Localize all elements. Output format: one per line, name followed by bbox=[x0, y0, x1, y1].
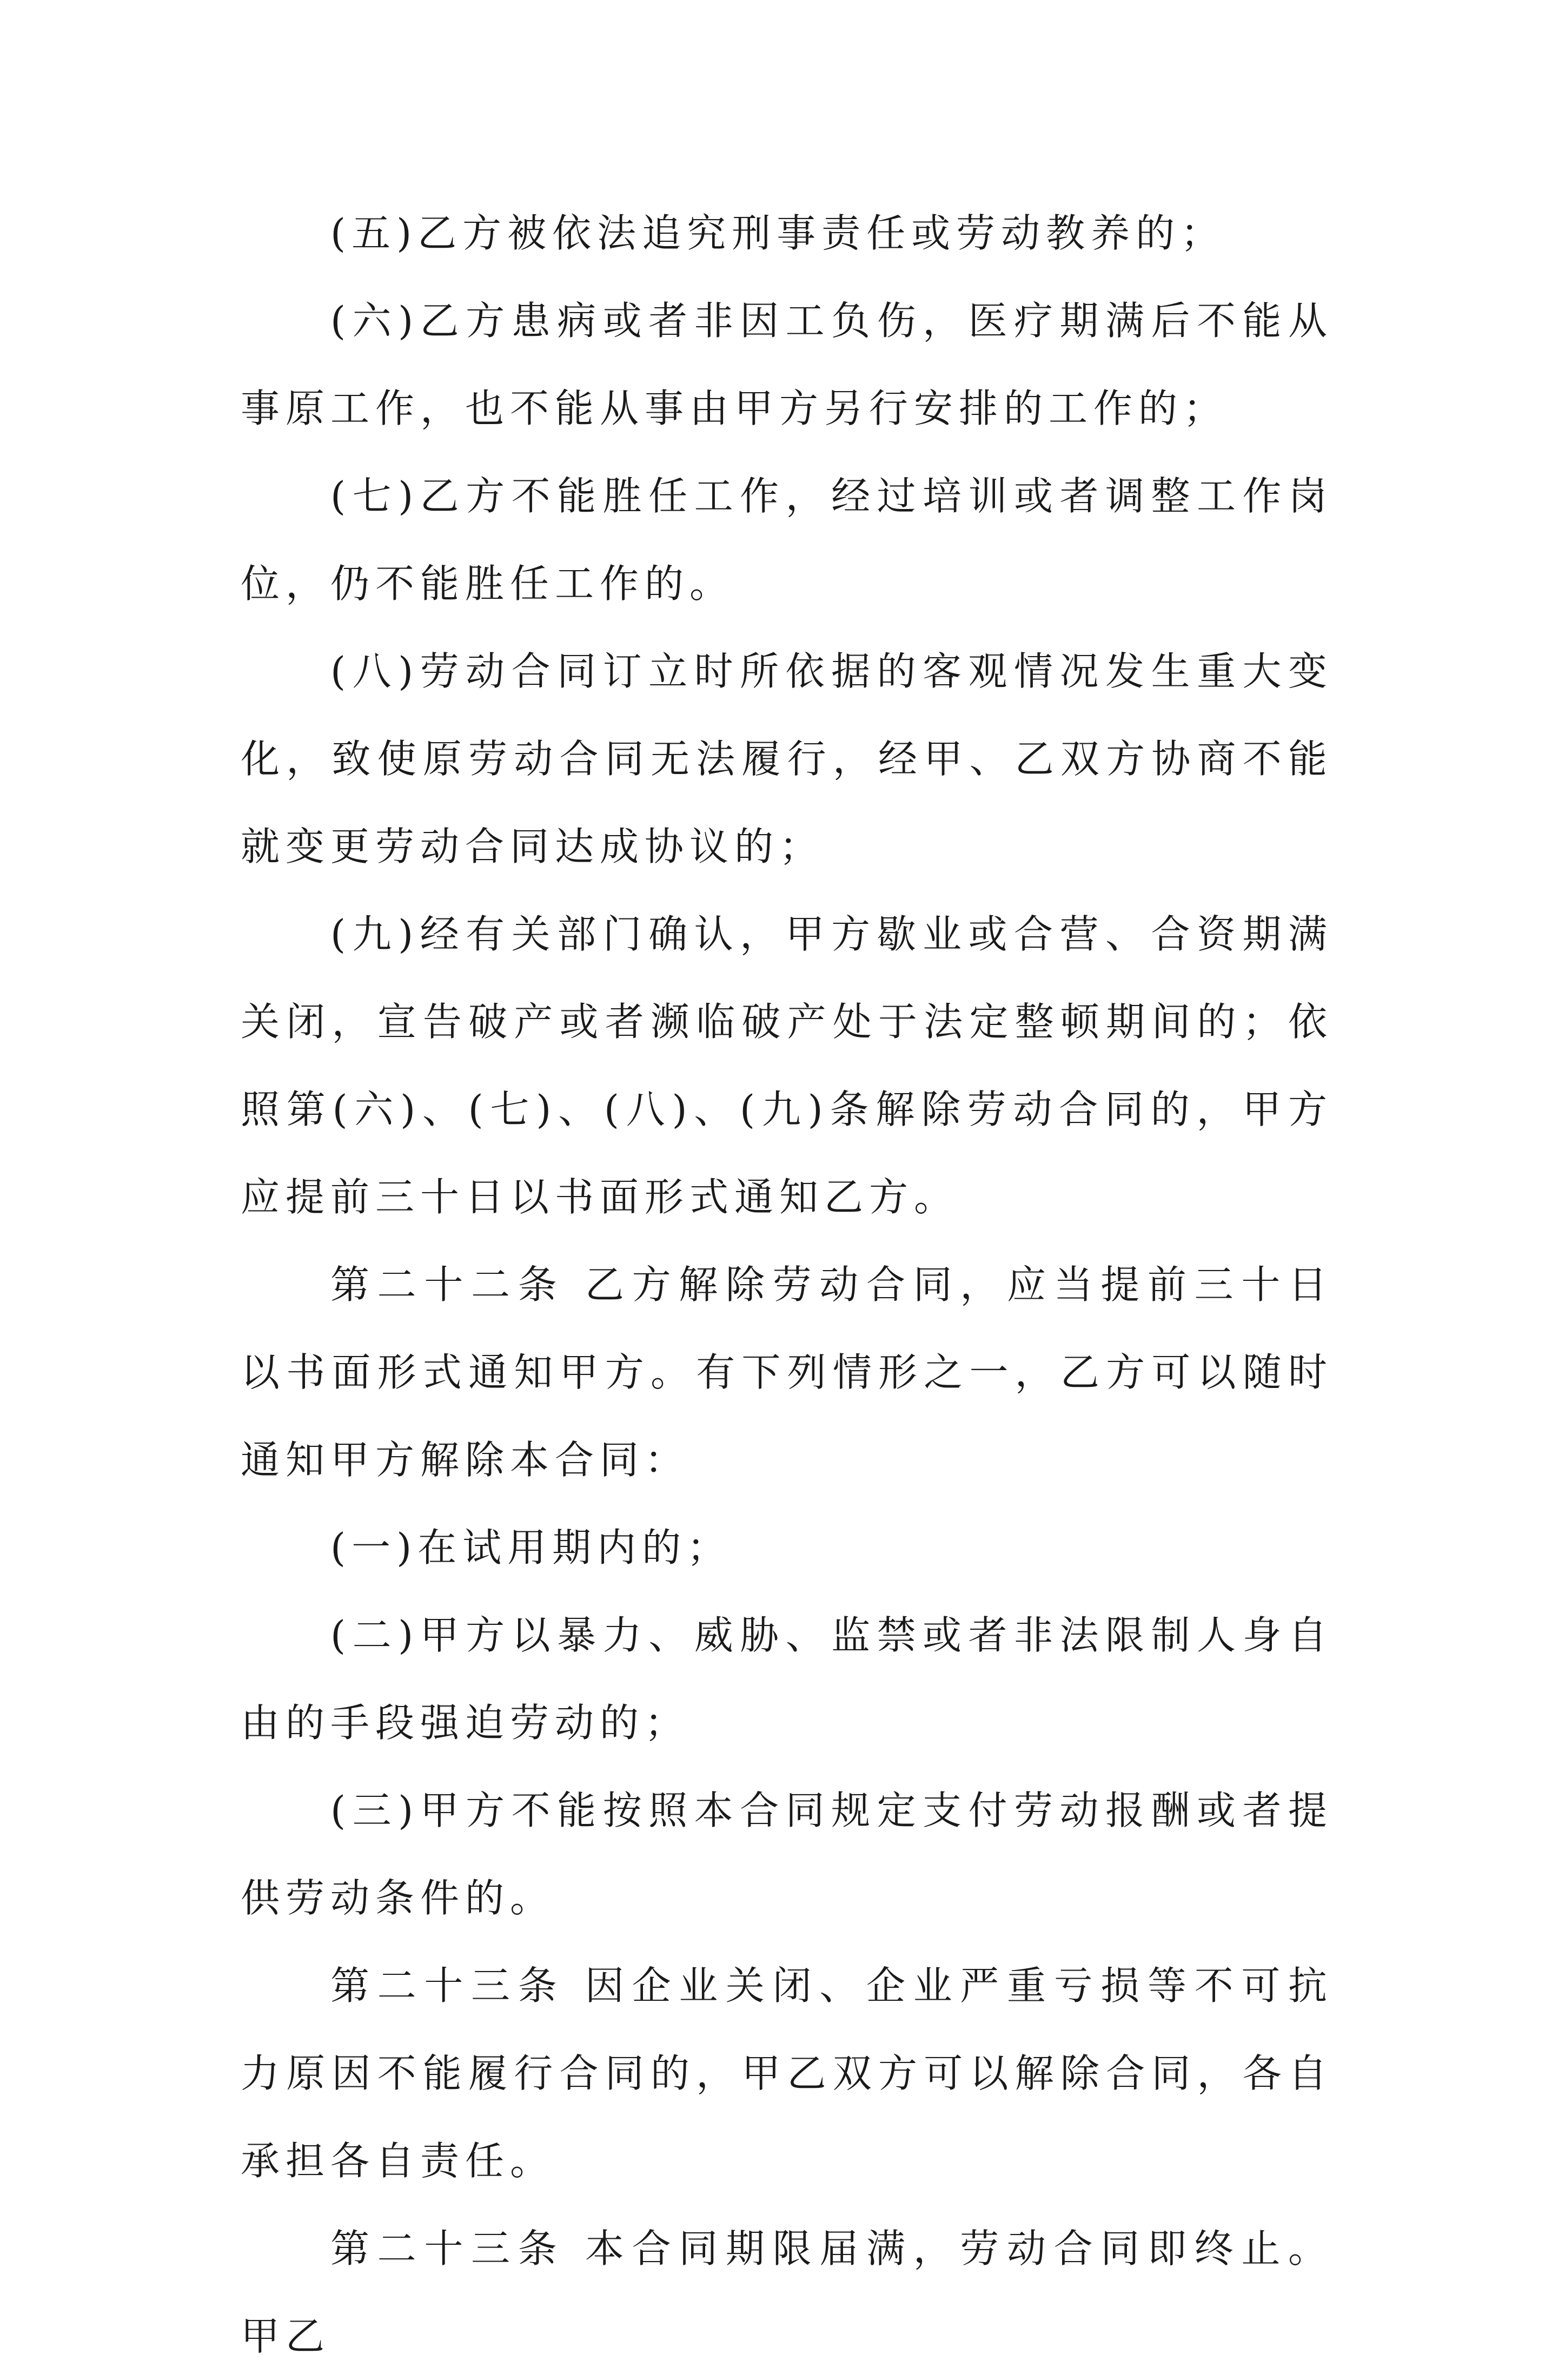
paragraph-clause-5: (五)乙方被依法追究刑事责任或劳动教养的； bbox=[330, 210, 1226, 256]
paragraph-clause-8: (八)劳动合同订立时所依据的客观情况发生重大变化，致使原劳动合同无法履行，经甲、乙双方协商不能就变更劳动合同达成协议的； bbox=[241, 649, 1333, 869]
paragraph-clause-6: (六)乙方患病或者非因工负伤，医疗期满后不能从事原工作，也不能从事由甲方另行安排的工作的； bbox=[241, 298, 1333, 431]
paragraph-article-23a: 第二十三条 因企业关闭、企业严重亏损等不可抗力原因不能履行合同的，甲乙双方可以解除合同，各自承担各自责任。 bbox=[241, 1963, 1333, 2184]
paragraph-article-22-item-2: (二)甲方以暴力、威胁、监禁或者非法限制人身自由的手段强迫劳动的； bbox=[241, 1612, 1333, 1746]
paragraph-article-22: 第二十二条 乙方解除劳动合同，应当提前三十日以书面形式通知甲方。有下列情形之一，乙方可以随时通知甲方解除本合同： bbox=[241, 1262, 1333, 1483]
paragraph-clause-7: (七)乙方不能胜任工作，经过培训或者调整工作岗位，仍不能胜任工作的。 bbox=[241, 473, 1333, 606]
paragraph-article-22-item-3: (三)甲方不能按照本合同规定支付劳动报酬或者提供劳动条件的。 bbox=[241, 1788, 1333, 1921]
document-body bbox=[241, 189, 1333, 2380]
paragraph-clause-9: (九)经有关部门确认，甲方歇业或合营、合资期满关闭，宣告破产或者濒临破产处于法定整顿期间的；依照第(六)、(七)、(八)、(九)条解除劳动合同的，甲方应提前三十日以书面形式通知乙方。 bbox=[241, 911, 1333, 1220]
paragraph-article-22-item-1: (一)在试用期内的； bbox=[330, 1525, 732, 1570]
paragraph-article-23b: 第二十三条 本合同期限届满，劳动合同即终止。甲乙 bbox=[241, 2226, 1333, 2359]
